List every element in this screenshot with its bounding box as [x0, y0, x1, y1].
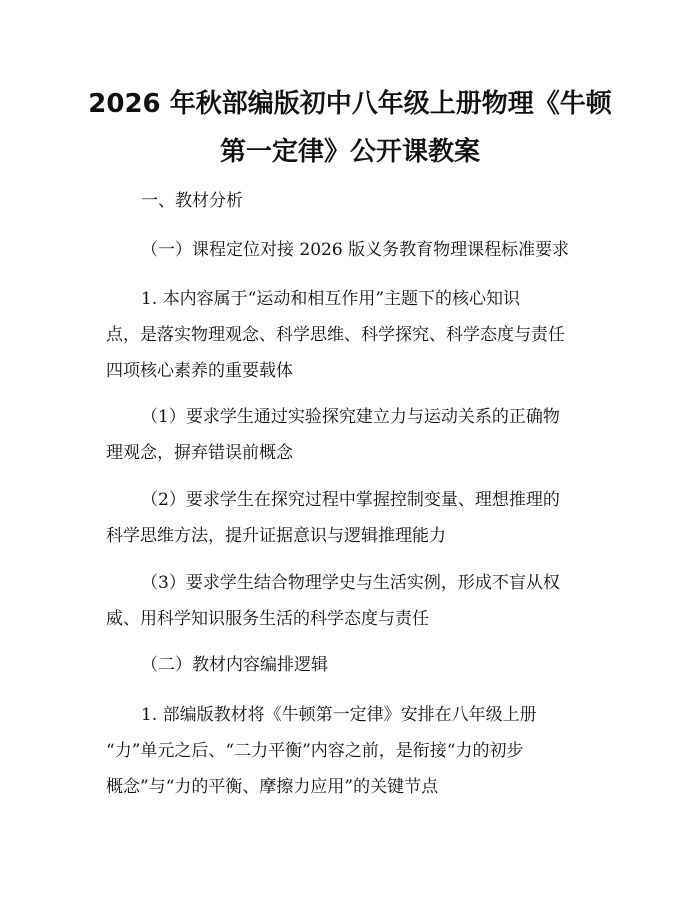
paragraph	[106, 281, 596, 389]
paragraph-line: 科学思维方法，提升证据意识与逻辑推理能力	[106, 526, 446, 546]
paragraph-line: （二）教材内容编排逻辑	[141, 655, 328, 675]
paragraph-line: 理观念，摒弃错误前概念	[106, 443, 293, 463]
document-title	[40, 80, 660, 176]
paragraph-line: （3）要求学生结合物理学史与生活实例，形成不盲从权	[141, 573, 560, 593]
paragraph-line: 一、教材分析	[141, 191, 243, 211]
paragraph-line: 四项核心素养的重要载体	[106, 361, 293, 381]
paragraph-line: 威、用科学知识服务生活的科学态度与责任	[106, 609, 429, 629]
subsection-heading	[106, 232, 596, 268]
paragraph	[106, 482, 596, 554]
paragraph-line: “力”单元之后、“二力平衡”内容之前，是衔接“力的初步	[106, 741, 524, 761]
paragraph-line: （1）要求学生通过实验探究建立力与运动关系的正确物	[141, 407, 560, 427]
paragraph-line: （一）课程定位对接 2026 版义务教育物理课程标准要求	[141, 240, 570, 260]
paragraph-line: 1. 本内容属于“运动和相互作用”主题下的核心知识	[141, 289, 521, 309]
section-heading	[106, 183, 596, 219]
paragraph	[106, 565, 596, 637]
paragraph-line: 点，是落实物理观念、科学思维、科学探究、科学态度与责任	[106, 325, 565, 345]
paragraph-line: 概念”与“力的平衡、摩擦力应用”的关键节点	[106, 777, 439, 797]
title-line: 第一定律》公开课教案	[219, 137, 480, 167]
subsection-heading	[106, 647, 596, 683]
title-line: 2026 年秋部编版初中八年级上册物理《牛顿	[88, 89, 612, 119]
paragraph-line: 1. 部编版教材将《牛顿第一定律》安排在八年级上册	[141, 705, 537, 725]
paragraph	[106, 697, 596, 805]
paragraph-line: （2）要求学生在探究过程中掌握控制变量、理想推理的	[141, 490, 560, 510]
paragraph	[106, 399, 596, 471]
